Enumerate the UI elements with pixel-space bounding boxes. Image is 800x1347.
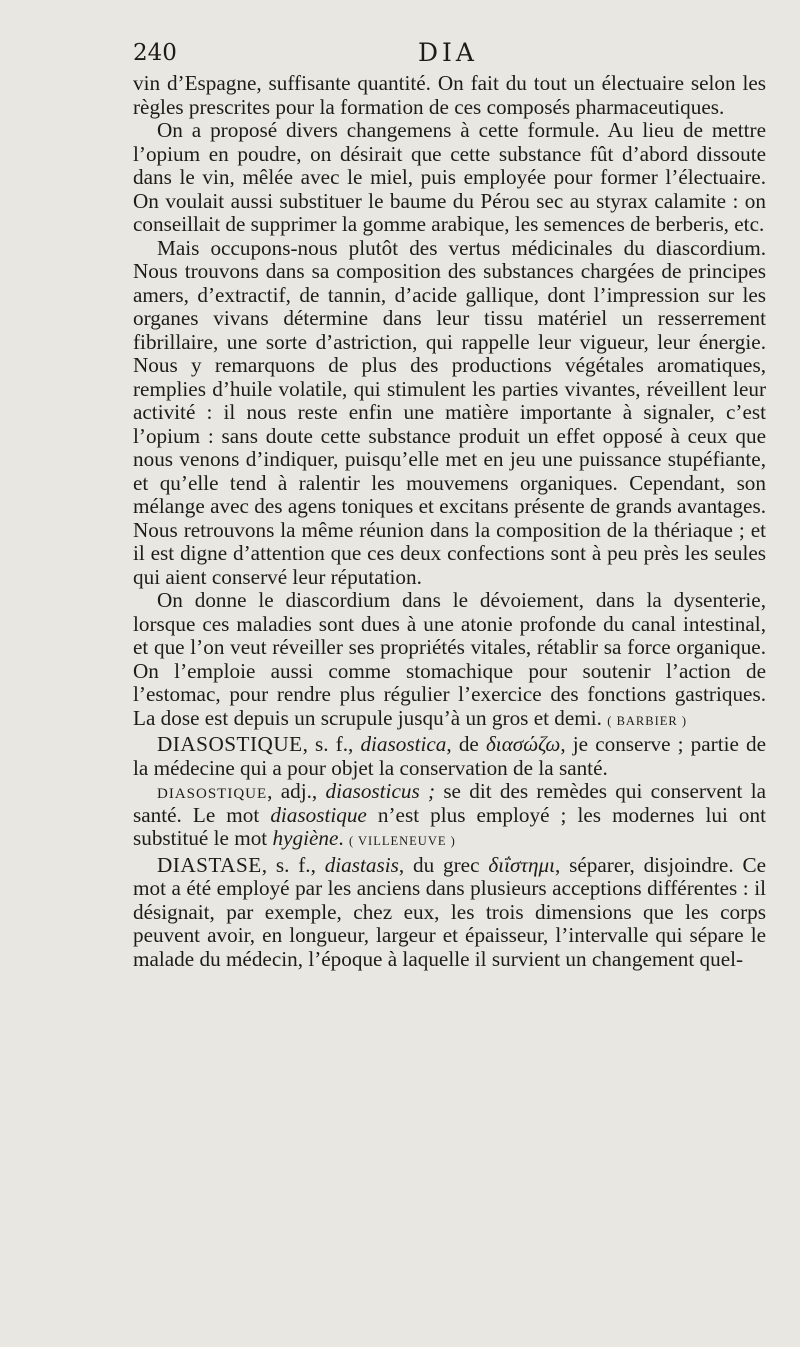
usage-text: On donne le diascordium dans le dévoiement, dans la dysenterie, lorsque ces maladies sont dues à une atonie profonde du canal intestinal, et que l’on veut réveiller ses propriétés vitales, rétablir sa force organique. On l’emploie aussi comme stomachique pour soutenir l’action de l’estomac, pour rendre plus régulier l’exercice des fonctions gastriques. La dose est depuis un scrupule jusqu’à un gros et demi. (133, 588, 766, 730)
entry-term: diasostique (270, 802, 367, 827)
paragraph-formule: On a proposé divers changemens à cette formule. Au lieu de mettre l’opium en poudre, on désirait que cette substance fût d’abord dissoute dans le vin, mêlée avec le miel, puis employée pour former l’électuaire. On voulait aussi substituer le baume du Pérou sec au styrax calamite : on conseillait de supprimer la gomme arabique, les semences de berberis, etc. (133, 118, 766, 236)
entry-text: n’est plus employé ; les modernes lui ont substitué le mot (133, 802, 766, 850)
entry-latin: diastasis (324, 852, 399, 877)
entry-grammar: , adj., (267, 779, 326, 803)
entry-connector: , de (446, 732, 486, 756)
entry-headword: DIASTASE (157, 852, 262, 877)
entry-headword: diasostique (157, 779, 268, 803)
paragraph-vertus: Mais occupons-nous plutôt des vertus médicinales du diascordium. Nous trouvons dans sa composition des substances chargées de principes amers, d’extractif, de tannin, d’acide gallique, dont l’impression sur les organes vivans détermine dans leur tissu matériel un resserrement fibrillaire, une sorte d’astriction, qui rappelle leur vigueur, leur énergie. Nous y remarquons de plus des productions végétales aromatiques, remplies d’huile volatile, qui stimulent les parties vivantes, réveillent leur activité : il nous reste enfin une matière importante à signaler, c’est l’opium : sans doute cette substance produit un effet opposé à ceux que nous venons d’indiquer, puisqu’elle met en jeu une puissance stupéfiante, et qu’elle tend à ralentir les mouvemens organiques. Cependant, son mélange avec des agens toniques et excitans présente de grands avantages. Nous retrouvons la même réunion dans la composition de la thériaque ; et il est digne d’attention que ces deux confections sont à peu près les seules qui aient conservé leur réputation. (133, 235, 766, 589)
page-number: 240 (133, 40, 177, 66)
author-signature-villeneuve: ( VILLENEUVE ) (348, 834, 456, 848)
running-title: DIA (418, 38, 478, 67)
entry-term: hygiène (272, 826, 339, 850)
entry-diasostique-adj (133, 780, 766, 854)
entry-text: . (338, 826, 344, 850)
entry-definition: , je conserve ; partie de la médecine qui a pour objet la conservation de la santé. (133, 732, 767, 780)
paragraph-electuaire: vin d’Espagne, suffisante quantité. On fait du tout un électuaire selon les règles prescrites pour la formation de ces composés pharmaceutiques. (133, 71, 766, 119)
author-signature-barbier: ( BARBIER ) (607, 713, 688, 728)
entry-latin: diasosticus ; (325, 779, 436, 803)
entry-connector: , du grec (398, 852, 489, 877)
body-text (133, 72, 766, 971)
entry-latin: diasostica (360, 732, 447, 756)
entry-greek: διασώζω (485, 732, 561, 756)
entry-headword: DIASOSTIQUE (157, 732, 303, 756)
paragraph-usage (133, 589, 766, 733)
entry-grammar: , s. f., (261, 852, 325, 877)
entry-definition: , séparer, disjoindre. Ce mot a été employé par les anciens dans plusieurs acceptions différentes : il désignait, par exemple, chez eux, les trois dimensions que les corps peuvent avoir, en longueur, largeur et épaisseur, l’intervalle qui sépare le malade du médecin, l’époque à laquelle il survient un changement quel- (133, 852, 766, 971)
entry-diastase (133, 854, 766, 972)
entry-grammar: , s. f., (302, 732, 361, 756)
entry-greek: διΐστημι (488, 852, 556, 877)
running-head (133, 38, 766, 72)
entry-diasostique-sf (133, 733, 766, 780)
entry-text: se dit des remèdes qui conservent la santé. Le mot (133, 779, 766, 827)
